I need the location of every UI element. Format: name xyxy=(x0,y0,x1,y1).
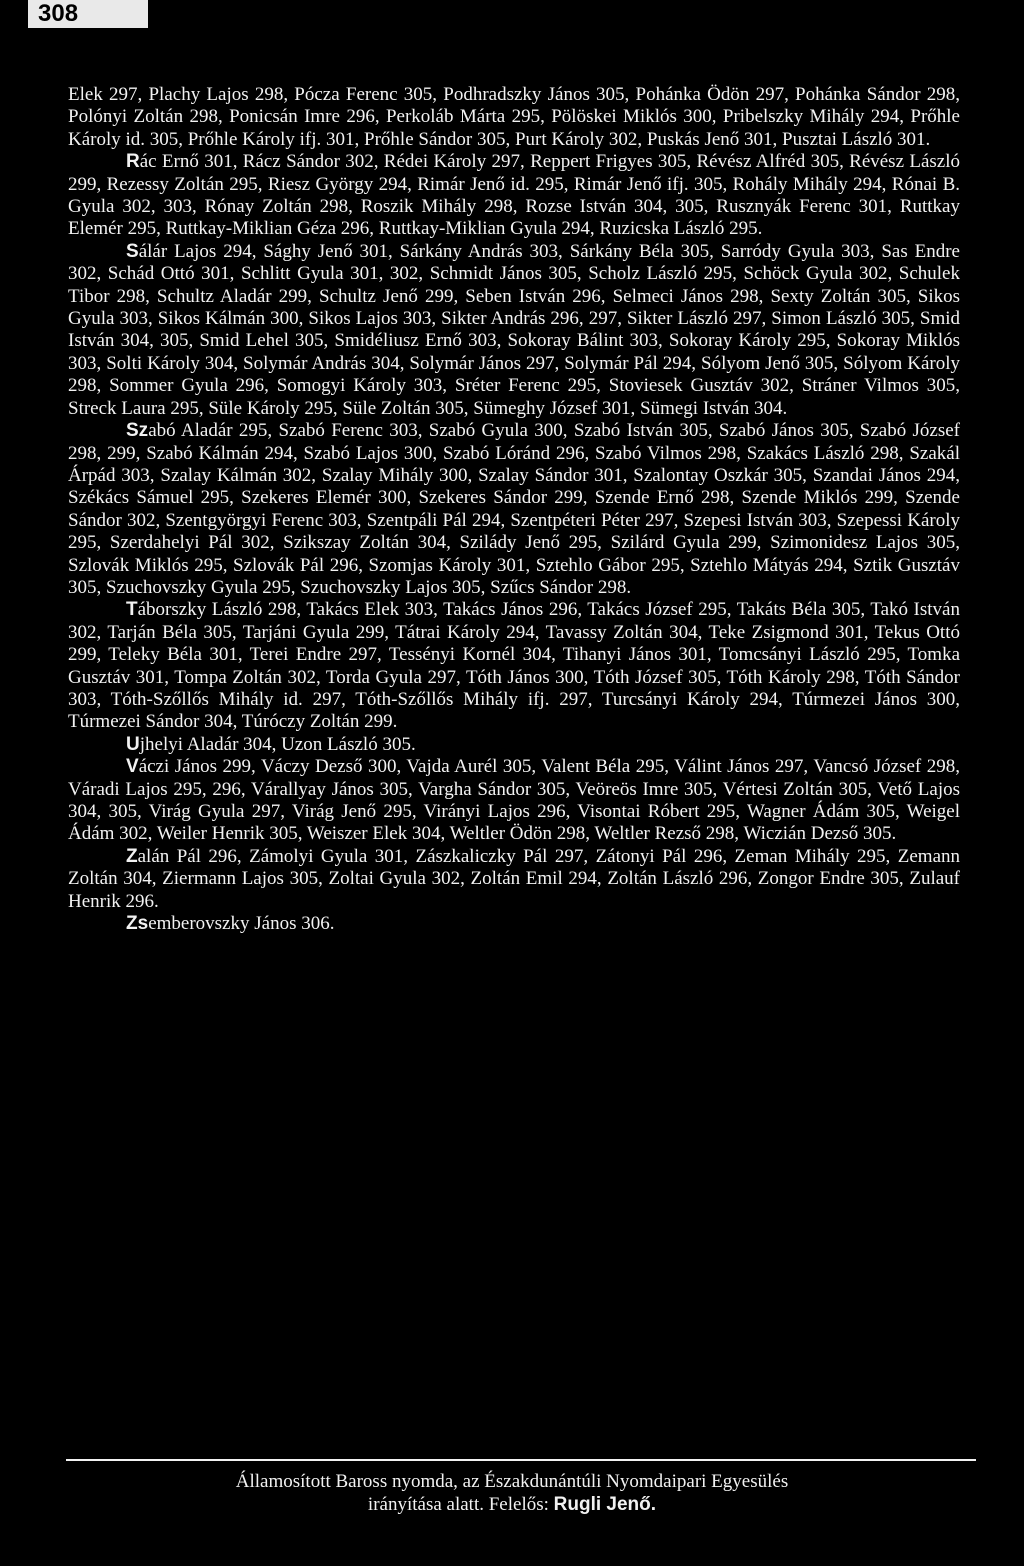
section-sz xyxy=(68,420,960,599)
section-text: Elek 297, Plachy Lajos 298, Pócza Ferenc 305, Podhradszky János 305, Pohánka Ödön 297, Pohánka Sándor 298, Polónyi Zoltán 298, Ponicsán Imre 296, Perkoláb Márta 295, Pölöskei Miklós 300, Pribelszky Mihály 294, Prőhle Károly id. 305, Prőhle Károly ifj. 301, Prőhle Sándor 305, Purt Károly 302, Puskás Jenő 301, Pusztai László 301. xyxy=(68,84,960,150)
colophon-line-1: Államosított Baross nyomda, az Északdunántúli Nyomdaipari Egyesülés xyxy=(235,1471,789,1492)
section-v xyxy=(68,756,960,846)
section-t xyxy=(68,599,960,733)
footer-divider xyxy=(66,1459,976,1461)
section-initial: U xyxy=(126,733,140,755)
section-r xyxy=(68,151,960,241)
section-initial: Zs xyxy=(126,913,149,935)
section-p xyxy=(68,84,960,151)
section-initial: T xyxy=(126,599,138,621)
section-initial: R xyxy=(126,151,140,173)
colophon xyxy=(0,1470,1024,1516)
name-index xyxy=(68,84,960,935)
section-text: emberovszky János 306. xyxy=(148,913,335,935)
section-text: áczi János 299, Váczy Dezső 300, Vajda Aurél 305, Valent Béla 295, Válint János 297, Vancsó József 298, Váradi Lajos 295, 296, Várallyay János 305, Vargha Sándor 305, Veöreös Imre 305, Vértesi Zoltán 305, Vető Lajos 304, 305, Virág Gyula 297, Virág Jenő 295, Virányi Lajos 296, Visontai Róbert 295, Wagner Ádám 305, Weigel Ádám 302, Weiler Henrik 305, Weiszer Elek 304, Weltler Ödön 298, Weltler Rezső 298, Wiczián Dezső 305. xyxy=(68,756,960,845)
section-initial: Sz xyxy=(126,420,149,442)
colophon-line-2 xyxy=(0,1493,1024,1516)
section-text: álár Lajos 294, Sághy Jenő 301, Sárkány András 303, Sárkány Béla 305, Sarródy Gyula 303, Sas Endre 302, Schád Ottó 301, Schlitt Gyula 301, 302, Schmidt János 305, Scholz László 295, Schöck Gyula 302, Schulek Tibor 298, Schultz Aladár 299, Schultz Jenő 299, Seben István 296, Selmeci János 298, Sexty Zoltán 305, Sikos Gyula 303, Sikos Kálmán 300, Sikos Lajos 303, Sikter András 296, 297, Sikter László 297, Simon László 305, Smid István 304, 305, Smid Lehel 305, Smidéliusz Ernő 303, Sokoray Bálint 303, Sokoray Károly 295, Sokoray Miklós 303, Solti Károly 304, Solymár András 304, Solymár János 297, Solymár Pál 294, Sólyom Jenő 305, Sólyom Károly 298, Sommer Gyula 296, Somogyi Károly 303, Sréter Ferenc 295, Stoviesek Gusztáv 302, Stráner Vilmos 305, Streck Laura 295, Süle Károly 295, Süle Zoltán 305, Sümeghy József 301, Sümegi István 304. xyxy=(68,240,960,419)
section-text: alán Pál 296, Zámolyi Gyula 301, Zászkaliczky Pál 297, Zátonyi Pál 296, Zeman Mihály 295, Zemann Zoltán 304, Ziermann Lajos 305, Zoltai Gyula 302, Zoltán Emil 294, Zoltán László 296, Zongor Endre 305, Zulauf Henrik 296. xyxy=(68,845,960,912)
section-text: jhelyi Aladár 304, Uzon László 305. xyxy=(139,733,416,755)
section-text: ác Ernő 301, Rácz Sándor 302, Rédei Károly 297, Reppert Frigyes 305, Révész Alfréd 305, Révész László 299, Rezessy Zoltán 295, Riesz György 294, Rimár Jenő id. 295, Rimár Jenő ifj. 305, Rohály Mihály 294, Rónai B. Gyula 302, 303, Rónay Zoltán 298, Roszik Mihály 298, Rozse István 304, 305, Rusznyák Ferenc 301, Ruttkay Elemér 295, Ruttkay-Miklian Géza 296, Ruttkay-Miklian Gyula 294, Ruzicska László 295. xyxy=(68,151,960,240)
section-zs xyxy=(68,913,960,935)
section-text: áborszky László 298, Takács Elek 303, Takács János 296, Takács József 295, Takáts Béla 305, Takó István 302, Tarján Béla 305, Tarjáni Gyula 299, Tátrai Károly 294, Tavassy Zoltán 304, Teke Zsigmond 301, Tekus Ottó 299, Teleky Béla 301, Terei Endre 297, Tessényi Kornél 304, Tihanyi János 301, Tomcsányi László 295, Tomka Gusztáv 301, Tompa Zoltán 302, Torda Gyula 297, Tóth János 300, Tóth József 305, Tóth Károly 298, Tóth Sándor 303, Tóth-Szőllős Mihály id. 297, Tóth-Szőllős Mihály ifj. 297, Turcsányi Károly 294, Túrmezei János 300, Túrmezei Sándor 304, Túróczy Zoltán 299. xyxy=(68,599,960,733)
section-text: abó Aladár 295, Szabó Ferenc 303, Szabó Gyula 300, Szabó István 305, Szabó János 305, Szabó József 298, 299, Szabó Kálmán 294, Szabó Lajos 300, Szabó Lóránd 296, Szabó Vilmos 298, Szakács László 298, Szakál Árpád 303, Szalay Kálmán 302, Szalay Mihály 300, Szalay Sándor 301, Szalontay Oszkár 305, Szandai János 294, Székács Sámuel 295, Szekeres Elemér 300, Szekeres Sándor 299, Szende Ernő 298, Szende Miklós 299, Szende Sándor 302, Szentgyörgyi Ferenc 303, Szentpáli Pál 294, Szentpéteri Péter 297, Szepesi István 303, Szepessi Károly 295, Szerdahelyi Pál 302, Szikszay Zoltán 304, Szilády Jenő 295, Szilárd Gyula 299, Szimonidesz Lajos 305, Szlovák Miklós 295, Szlovák Pál 296, Szomjas Károly 301, Sztehlo Gábor 295, Sztehlo Mátyás 294, Sztik Gusztáv 305, Szuchovszky Gyula 295, Szuchovszky Lajos 305, Szűcs Sándor 298. xyxy=(68,420,960,598)
section-s xyxy=(68,241,960,420)
colophon-responsible-label: irányítása alatt. Felelős: xyxy=(367,1494,549,1515)
section-u xyxy=(68,734,960,756)
responsible-person: Rugli Jenő. xyxy=(553,1494,657,1515)
section-initial: S xyxy=(126,240,139,262)
section-z xyxy=(68,846,960,913)
page-number: 308 xyxy=(28,0,148,28)
section-initial: V xyxy=(126,756,139,778)
section-initial: Z xyxy=(126,845,138,867)
